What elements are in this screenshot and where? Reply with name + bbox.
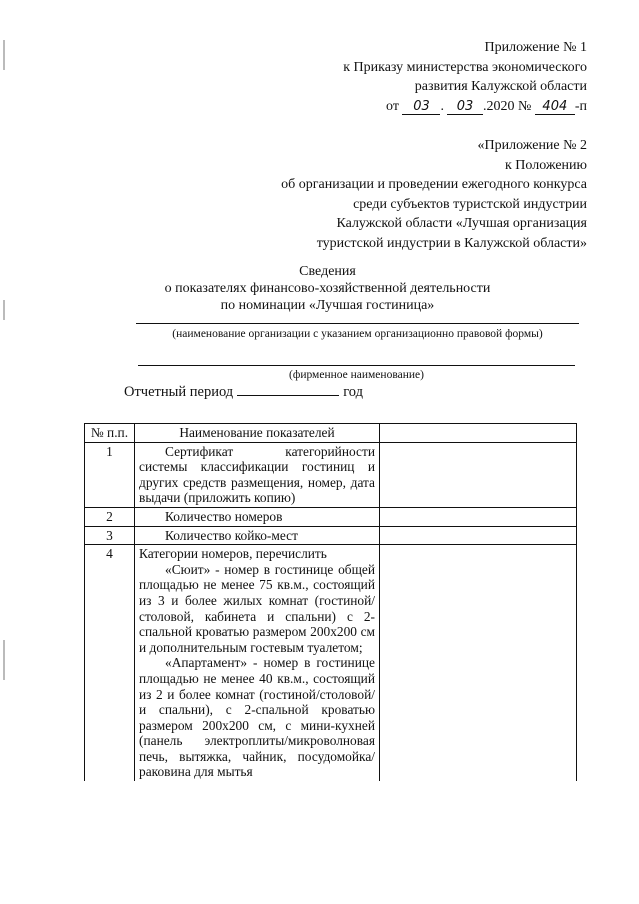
table-row	[85, 545, 577, 781]
row4-apartment: «Апартамент» - номер в гостинице площадью не менее 40 кв.м., состоящий из 2 и более комнат (гостиной/столовой/и спальни), с 2-спальной кроватью размером 200х200 см, с мини-кухней (панель электроплиты/микроволновая печь, вытяжка, чайник, посудомойка/раковина для мытья	[139, 655, 375, 780]
appendix1-date-line: от 03 . 03 .2020 № 404 -п	[386, 98, 587, 114]
brand-name-line	[138, 365, 575, 366]
table-header-row	[85, 424, 577, 443]
scan-edge-mark	[3, 40, 5, 70]
appendix1-title: Приложение № 1	[484, 40, 587, 55]
row-value	[380, 507, 577, 526]
row-num: 4	[85, 545, 135, 781]
table-row	[85, 507, 577, 526]
period-blank	[237, 381, 339, 396]
appendix2-line6: туристской индустрии в Калужской области»	[316, 235, 587, 251]
row-value	[380, 545, 577, 781]
title-line2: о показателях финансово-хозяйственной деятельности	[164, 281, 491, 296]
appendix2-line5: Калужской области «Лучшая организация	[336, 216, 587, 231]
row-text: Количество номеров	[135, 507, 380, 526]
table-row	[85, 442, 577, 507]
row4-intro: Категории номеров, перечислить	[139, 546, 327, 562]
header-num: № п.п.	[85, 424, 135, 443]
title-line3: по номинации «Лучшая гостиница»	[220, 298, 435, 313]
row-num: 3	[85, 526, 135, 545]
reporting-period	[124, 381, 363, 401]
appendix2-line2: к Положению	[504, 157, 587, 173]
scan-edge-mark	[3, 300, 5, 320]
header-indicator: Наименование показателей	[135, 424, 380, 443]
indicators-table	[84, 423, 577, 781]
row-text	[135, 545, 380, 781]
date-day: 03	[402, 99, 440, 115]
brand-name-caption: (фирменное наименование)	[289, 369, 424, 381]
appendix2-line3: об организации и проведении ежегодного конкурса	[281, 177, 587, 192]
row4-suite: «Сюит» - номер в гостинице общей площадью не менее 75 кв.м., состоящий из 3 и более жилых комнат (гостиной/столовой, кабинета и спальни) с 2-спальной кроватью размером 200х200 см и дополнительным гостевым туалетом;	[139, 561, 375, 655]
period-suffix: год	[343, 384, 363, 400]
row-value	[380, 526, 577, 545]
appendix2-header	[281, 136, 587, 253]
order-suffix: -п	[574, 98, 587, 114]
period-label: Отчетный период	[124, 384, 234, 400]
header-value	[380, 424, 577, 443]
date-year: .2020 №	[482, 98, 532, 114]
date-prefix: от	[386, 98, 399, 114]
org-name-line	[136, 323, 579, 324]
row-num: 2	[85, 507, 135, 526]
row-num: 1	[85, 442, 135, 507]
row-text: Сертификат категорийности системы классификации гостиниц и других средств размещения, номер, дата выдачи (приложить копию)	[135, 442, 380, 507]
table-row	[85, 526, 577, 545]
appendix2-title: «Приложение № 2	[477, 138, 587, 153]
scan-edge-mark	[3, 640, 5, 680]
order-number: 404	[535, 99, 575, 115]
title-line1: Сведения	[299, 264, 356, 279]
date-month: 03	[447, 99, 483, 115]
appendix2-line4: среди субъектов туристской индустрии	[353, 196, 587, 212]
document-title	[80, 263, 575, 314]
row-text: Количество койко-мест	[135, 526, 380, 545]
row-value	[380, 442, 577, 507]
appendix1-line3: развития Калужской области	[414, 79, 587, 94]
appendix1-header	[343, 38, 587, 116]
appendix1-line2: к Приказу министерства экономического	[343, 59, 587, 75]
org-name-caption: (наименование организации с указанием организационно правовой формы)	[172, 328, 543, 340]
